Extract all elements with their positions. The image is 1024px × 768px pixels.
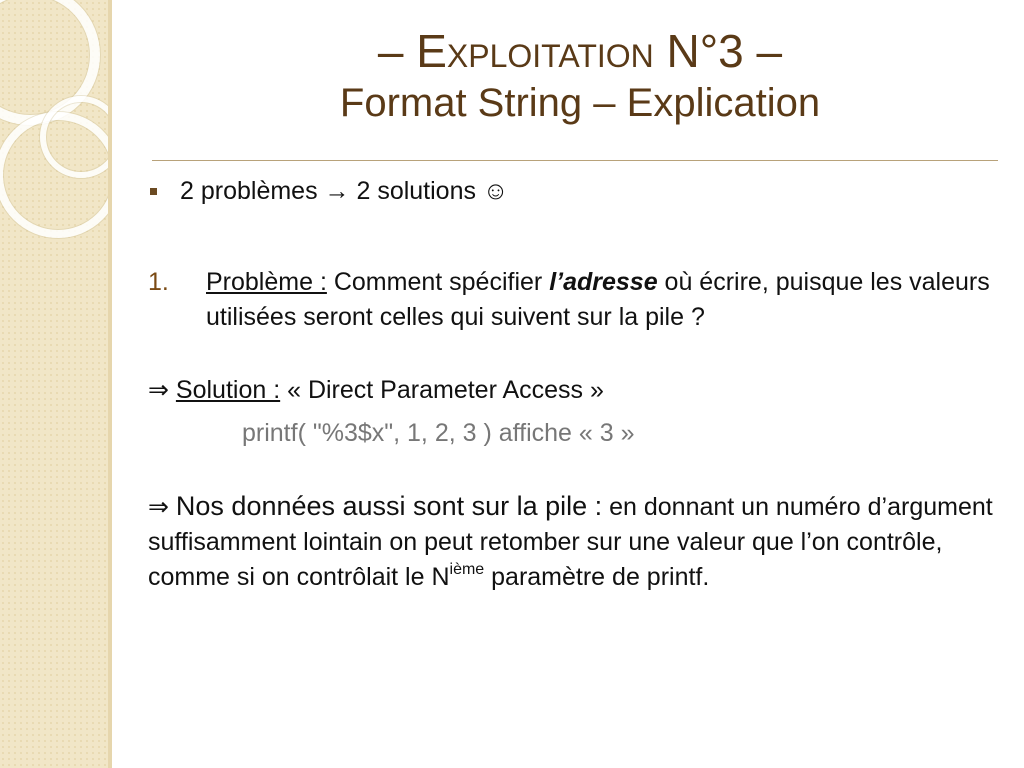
solution-line — [148, 373, 1008, 408]
square-bullet-icon — [150, 188, 157, 195]
numbered-item — [148, 265, 1008, 335]
data-note-lead: Nos données aussi sont sur la pile : — [175, 491, 603, 521]
bullet-text: 2 problèmes → 2 solutions ☺ — [180, 177, 509, 205]
title-line-1: – Exploitation N°3 – — [377, 25, 783, 77]
decorative-sidebar — [0, 0, 112, 768]
sidebar-edge — [108, 0, 112, 768]
bullet-item — [148, 174, 1008, 209]
implies-arrow-icon: ⇒ — [148, 493, 176, 521]
data-note-text: en donnant un numéro d’argument suffisamment lointain on peut retomber sur une valeur que l’on contrôle, comme si on contrôlait le N — [148, 493, 993, 591]
code-example: printf( "%3$x", 1, 2, 3 ) affiche « 3 » — [242, 419, 635, 447]
implies-arrow-icon: ⇒ — [148, 376, 176, 404]
slide-body — [148, 174, 1008, 595]
slide-title — [150, 24, 1010, 128]
data-note — [148, 489, 1008, 595]
problem-text-after: où écrire, puisque les valeurs utilisées seront celles qui suivent sur la pile ? — [206, 268, 990, 331]
title-divider — [152, 160, 998, 161]
item-number: 1. — [148, 268, 169, 296]
problem-bold: l’adresse — [549, 268, 658, 296]
solution-text: « Direct Parameter Access » — [280, 376, 604, 404]
data-note-tail: paramètre de printf. — [484, 563, 710, 591]
problem-text-before: Comment spécifier — [326, 268, 550, 296]
problem-label: Problème : — [206, 268, 327, 296]
superscript: ième — [449, 560, 485, 578]
title-line-2: Format String – Explication — [339, 81, 821, 125]
decorative-circle — [40, 96, 112, 178]
solution-label: Solution : — [175, 376, 281, 404]
